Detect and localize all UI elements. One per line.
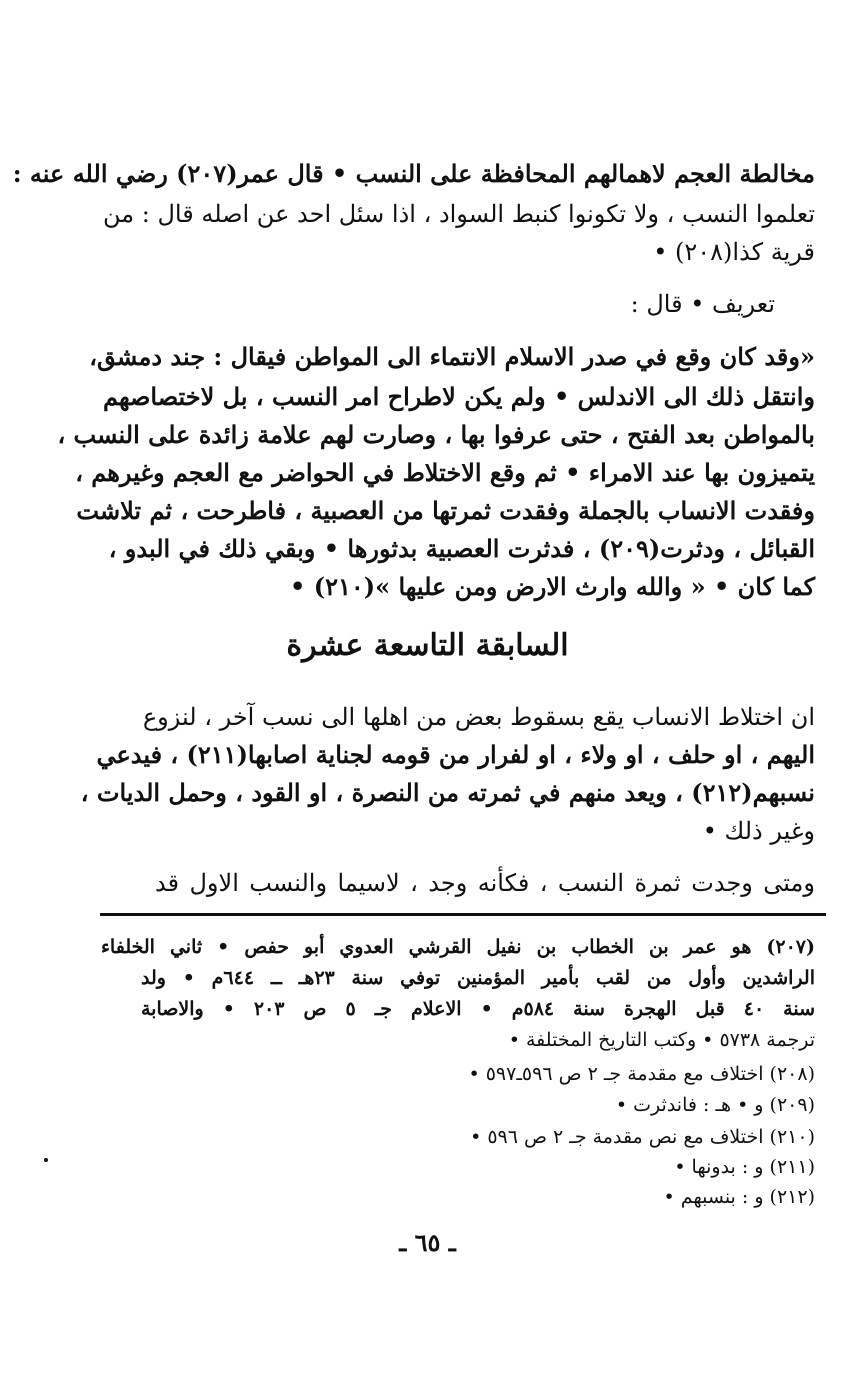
body-line: قرية كذا(٢٠٨) • xyxy=(653,238,815,266)
footnote-line: (٢١٢) و : بنسبهم • xyxy=(663,1186,815,1208)
body-line: تعريف • قال : xyxy=(630,290,775,318)
body-line: تعلموا النسب ، ولا تكونوا كنبط السواد ، اذا سئل احد عن اصله قال : من xyxy=(103,200,815,228)
footnote-line: (٢١١) و : بدونها • xyxy=(674,1156,815,1178)
footnote-line: (٢٠٨) اختلاف مع مقدمة جـ ٢ ص ٥٩٦ـ٥٩٧ • xyxy=(468,1063,815,1085)
body-line: وفقدت الانساب بالجملة وفقدت ثمرتها من العصبية ، فاطرحت ، ثم تلاشت xyxy=(76,496,815,525)
body-line: اليهم ، او حلف ، او ولاء ، او لفرار من قومه لجناية اصابها(٢١١) ، فيدعي xyxy=(96,740,815,769)
body-line: كما كان • « والله وارث الارض ومن عليها »(٢١٠) • xyxy=(290,572,815,601)
body-line: مخالطة العجم لاهمالهم المحافظة على النسب • قال عمر(٢٠٧) رضي الله عنه : xyxy=(12,159,815,188)
page-number: ـ ٦٥ ـ xyxy=(399,1228,456,1257)
footnote-line: (٢٠٧) هو عمر بن الخطاب بن نفيل القرشي العدوي أبو حفص • ثاني الخلفاء xyxy=(101,936,815,958)
footnote-line: (٢٠٩) و • هـ : فاندثرت • xyxy=(615,1094,815,1116)
body-line: ومتى وجدت ثمرة النسب ، فكأنه وجد ، لاسيما والنسب الاول قد xyxy=(155,869,815,897)
body-line: «وقد كان وقع في صدر الاسلام الانتماء الى المواطن فيقال : جند دمشق، xyxy=(89,342,815,371)
footnote-line: (٢١٠) اختلاف مع نص مقدمة جـ ٢ ص ٥٩٦ • xyxy=(470,1126,815,1148)
body-line: القبائل ، ودثرت(٢٠٩) ، فدثرت العصبية بدثورها • وبقي ذلك في البدو ، xyxy=(108,534,815,563)
footnote-line: الراشدين وأول من لقب بأمير المؤمنين توفي سنة ٢٣هـ ــ ٦٤٤م • ولد xyxy=(141,967,815,989)
body-line: وغير ذلك • xyxy=(702,817,815,845)
body-line: يتميزون بها عند الامراء • ثم وقع الاختلاط في الحواضر مع العجم وغيرهم ، xyxy=(75,458,815,487)
section-heading: السابقة التاسعة عشرة xyxy=(286,628,569,663)
footnote-separator xyxy=(100,913,826,916)
body-line: بالمواطن بعد الفتح ، حتى عرفوا بها ، وصارت لهم علامة زائدة على النسب ، xyxy=(57,420,815,449)
body-line: وانتقل ذلك الى الاندلس • ولم يكن لاطراح امر النسب ، بل لاختصاصهم xyxy=(103,382,815,411)
body-line: نسبهم(٢١٢) ، ويعد منهم في ثمرته من النصرة ، او القود ، وحمل الديات ، xyxy=(80,778,815,807)
body-line: ان اختلاط الانساب يقع بسقوط بعض من اهلها الى نسب آخر ، لنزوع xyxy=(142,703,815,731)
footnote-line: سنة ٤٠ قبل الهجرة سنة ٥٨٤م • الاعلام جـ ٥ ص ٢٠٣ • والاصابة xyxy=(141,998,816,1020)
stray-mark xyxy=(44,1158,48,1162)
footnote-line: ترجمة ٥٧٣٨ • وكتب التاريخ المختلفة • xyxy=(508,1029,815,1051)
